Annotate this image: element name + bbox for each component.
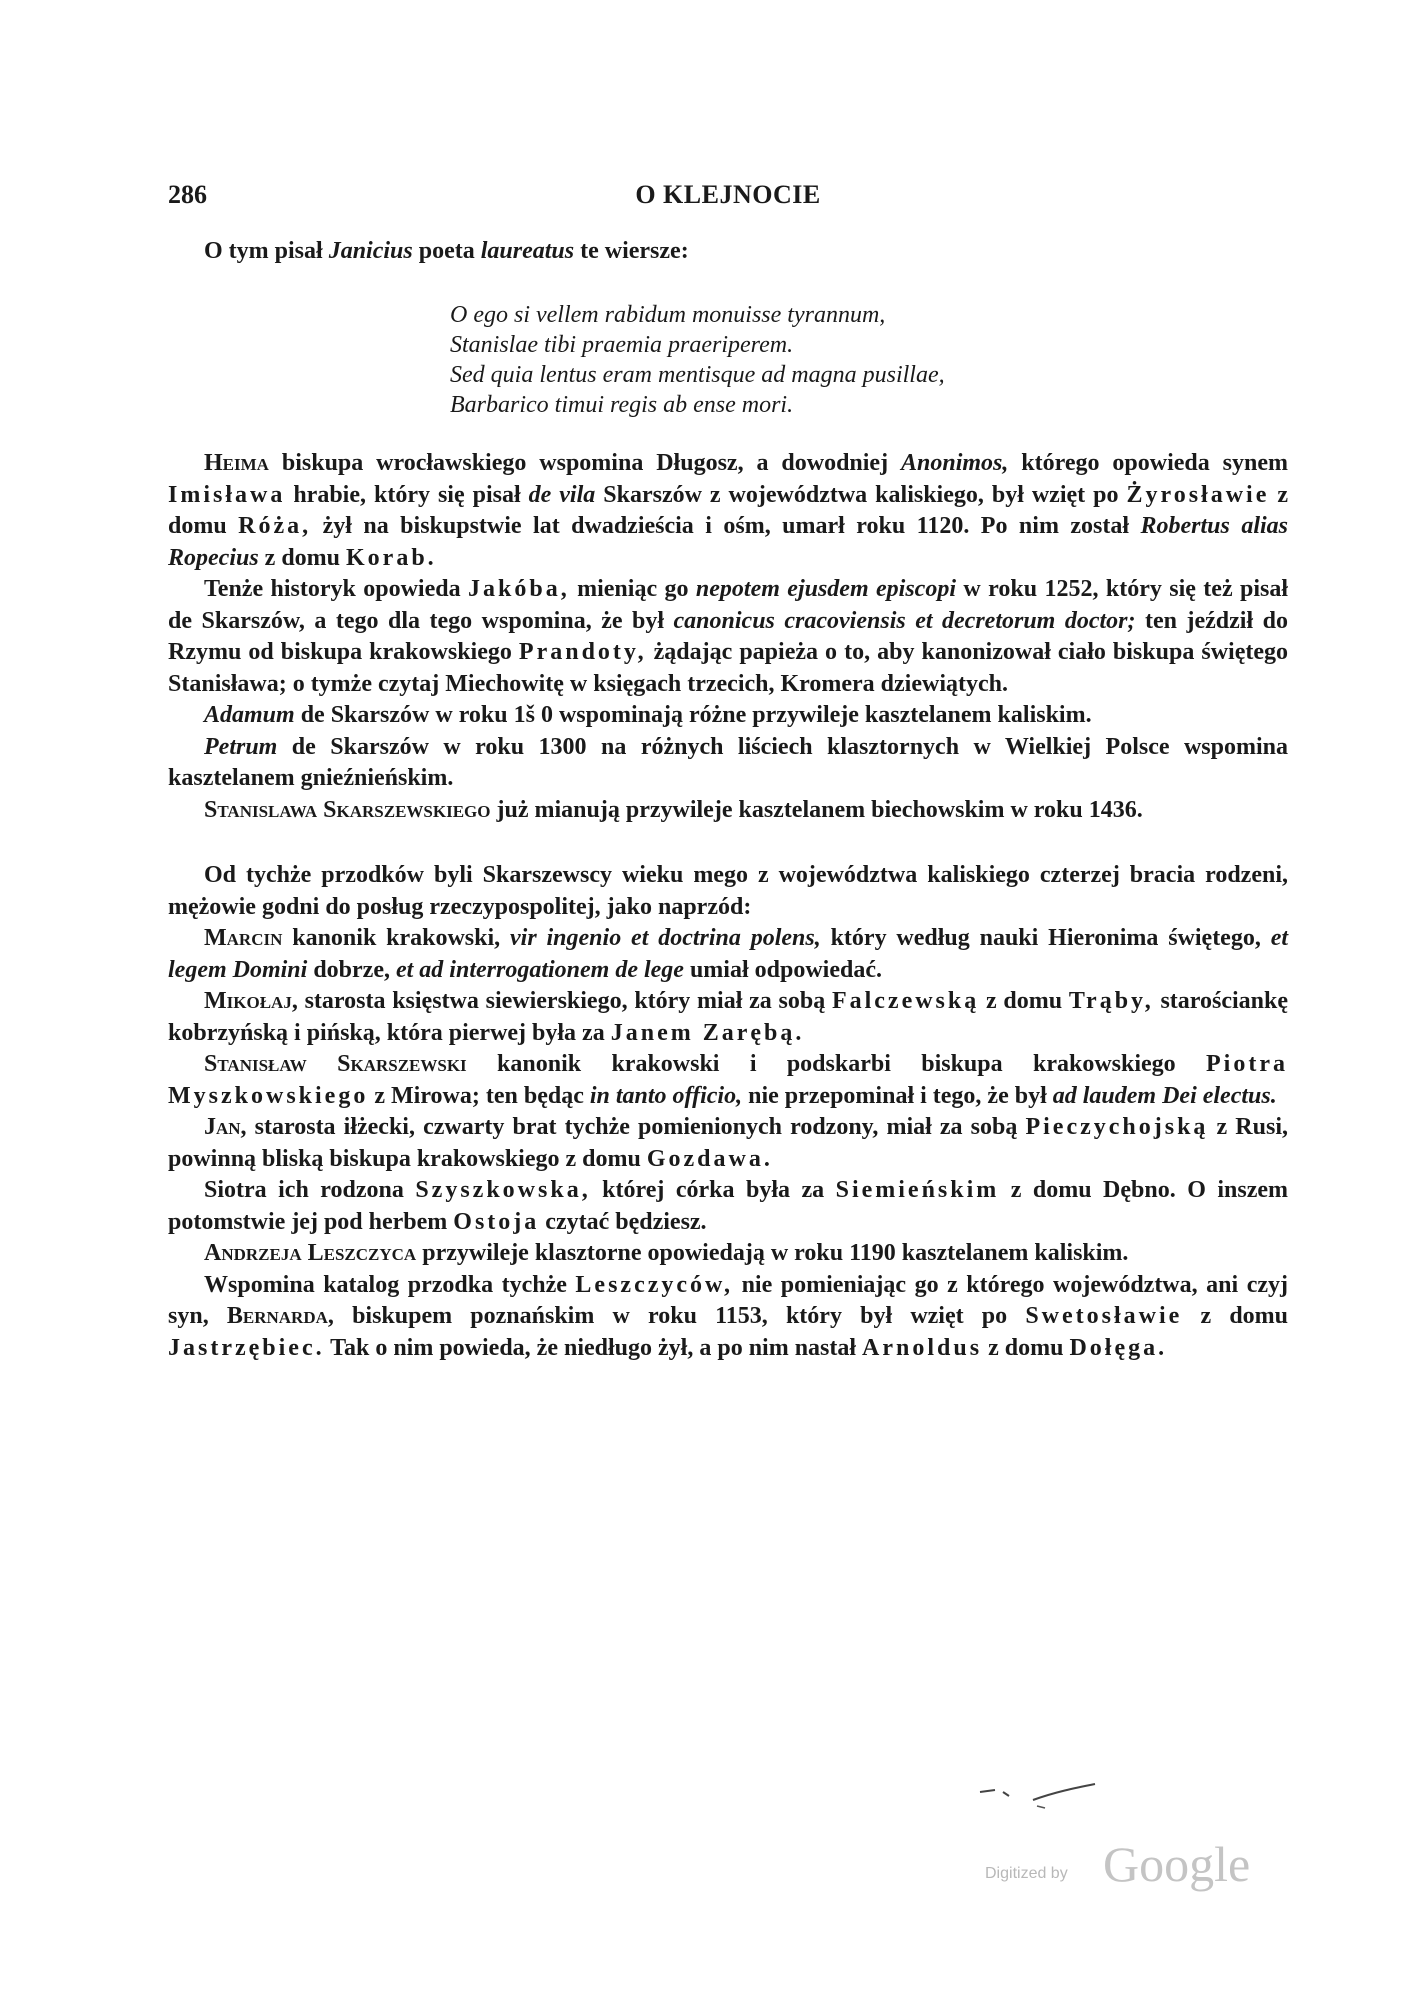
- text: Tak o nim powieda, że niedługo żył, a po nim nastał: [324, 1334, 863, 1361]
- spaced-text: Gozdawa.: [646, 1145, 773, 1172]
- poem-line: Barbarico timui regis ab ense mori.: [450, 392, 794, 418]
- spaced-text: Jastrzębiec.: [168, 1334, 325, 1361]
- text: starościankę kobrzyńską i pińską, która pierwej była za: [168, 988, 1289, 1046]
- paragraph: [168, 732, 1288, 795]
- text: kanonik krakowski i podskarbi biskupa krakowskiego: [466, 1051, 1207, 1077]
- paragraph: [168, 1238, 1288, 1270]
- text: z domu: [979, 988, 1069, 1014]
- text: hrabie, który się pisał: [285, 481, 529, 508]
- spaced-text: Janem Zarębą.: [610, 1019, 805, 1046]
- italic-text: ad laudem Dei electus.: [1052, 1082, 1277, 1109]
- text: te wiersze:: [574, 238, 689, 264]
- text: poeta: [412, 238, 481, 264]
- text: nie przepominał i tego, że był: [742, 1082, 1053, 1109]
- page-number: 286: [168, 180, 207, 209]
- text: de Skarszów w roku 1š 0 wspominają różne przywileje kasztelanem kaliskim.: [294, 702, 1092, 728]
- poem-line: O ego si vellem rabidum monuisse tyrannum,: [450, 302, 886, 328]
- text: ten jeździł do Rzymu od biskupa krakowskiego: [168, 607, 1288, 665]
- smallcaps-text: Mikołaj,: [204, 988, 298, 1014]
- text: O tym pisał: [204, 238, 329, 264]
- smallcaps-text: Marcin: [204, 925, 283, 951]
- text: z domu: [982, 1334, 1070, 1361]
- italic-text: Petrum: [204, 733, 278, 760]
- text: umiał odpowiedać.: [683, 956, 882, 983]
- paragraph: [168, 1112, 1288, 1175]
- text: żądając papieża o to, aby kanonizował ciało biskupa świętego Stanisława; o tymże czytaj Miechowitę w księgach trzecich, Kromera dziewiątych.: [168, 639, 1288, 697]
- smallcaps-text: Stanislawa Skarszewskiego: [204, 796, 491, 823]
- italic-text: Adamum: [204, 702, 295, 728]
- text: czytać będziesz.: [539, 1208, 707, 1235]
- digitized-by-label: Digitized by: [985, 1865, 1068, 1882]
- text: Tenże historyk opowieda: [204, 576, 469, 602]
- italic-text: Anonimos,: [900, 450, 1009, 476]
- spaced-text: Róża,: [238, 513, 312, 539]
- paragraph: [168, 1270, 1288, 1365]
- text: nie pomieniając go z którego województwa, ani czyj syn,: [168, 1271, 1288, 1329]
- paragraph: [168, 1049, 1288, 1112]
- text: już mianują przywileje kasztelanem biechowskim w roku 1436.: [490, 796, 1143, 823]
- paragraph: [168, 923, 1288, 986]
- text: z Rusi, powinną bliską biskupa krakowskiego z domu: [168, 1114, 1288, 1172]
- italic-text: Robertus alias Ropecius: [168, 513, 1289, 571]
- text: Od tychże przodków byli: [204, 862, 483, 888]
- spaced-text: Pieczychojską: [1025, 1114, 1209, 1140]
- paragraph: [168, 986, 1288, 1049]
- text: Skarszów z województwa kaliskiego, był wzięt po: [595, 481, 1127, 508]
- spaced-text: Szyszkowska,: [415, 1177, 591, 1203]
- spaced-text: Korab.: [346, 544, 437, 571]
- text: starosta iłżecki, czwarty brat tychże pomienionych rodzony, miał za sobą: [246, 1114, 1026, 1140]
- smallcaps-text: Jan,: [204, 1114, 247, 1140]
- text: Wspomina katalog przodka tychże: [204, 1271, 576, 1298]
- spaced-text: Ostoja: [453, 1208, 540, 1235]
- spaced-text: Falczewską: [831, 988, 980, 1014]
- text: de Skarszów w roku 1300 na różnych liściech klasztornych w Wielkiej Polsce wspomina kasztelanem gnieźnieńskim.: [168, 733, 1288, 791]
- italic-text: et ad interrogationem de lege: [395, 956, 684, 983]
- paragraph: [168, 700, 1288, 732]
- spaced-text: Swetosławie: [1025, 1303, 1183, 1329]
- spaced-text: Siemieńskim: [835, 1177, 1000, 1203]
- text: z domu Dębno. O inszem potomstwie jej pod herbem: [168, 1177, 1288, 1235]
- spaced-text: Prandoty,: [518, 639, 647, 665]
- text: Siotra ich rodzona: [204, 1177, 416, 1203]
- paragraph: [168, 574, 1288, 700]
- italic-text: laureatus: [480, 238, 575, 264]
- text: w roku 1252, który się też pisał de Skarszów, a tego dla tego wspomina, że był: [168, 576, 1289, 634]
- paragraph: [168, 860, 1288, 923]
- italic-text: vir ingenio et doctrina polens,: [510, 925, 821, 951]
- text: z Mirowa; ten będąc: [368, 1082, 590, 1109]
- text: którego opowieda synem: [1008, 450, 1288, 476]
- smallcaps-text: Bernarda,: [226, 1303, 334, 1329]
- poem: [450, 300, 945, 420]
- text: żył na biskupstwie lat dwadzieścia i ośm, umarł roku 1120. Po nim został: [311, 513, 1141, 539]
- text: z domu: [258, 544, 347, 571]
- italic-text: in tanto officio,: [589, 1082, 743, 1109]
- spaced-text: Arnoldus: [862, 1334, 983, 1361]
- text: której córka była za: [590, 1177, 836, 1203]
- text: mieniąc go: [569, 576, 696, 602]
- text: biskupa wrocławskiego wspomina Długosz, a dowodniej: [268, 450, 901, 476]
- page-title: O KLEJNOCIE: [635, 180, 821, 209]
- spaced-text: Trąby,: [1068, 988, 1154, 1014]
- text: przywileje klasztorne opowiedają w roku 1190 kasztelanem kaliskim.: [416, 1240, 1129, 1266]
- ink-scribble-mark: [975, 1778, 1125, 1818]
- text: starosta księstwa siewierskiego, który miał za sobą: [297, 988, 832, 1014]
- paragraph: [168, 448, 1288, 574]
- google-logo-text: Google: [1103, 1836, 1251, 1892]
- body-text: [168, 448, 1288, 1364]
- spaced-text: Imisława: [168, 481, 286, 508]
- poem-line: Stanislae tibi praemia praeriperem.: [450, 332, 794, 358]
- spaced-text: Piotra Myszkowskiego: [168, 1051, 1288, 1109]
- smallcaps-text: Stanisław Skarszewski: [204, 1051, 467, 1077]
- spaced-text: Leszczyców,: [575, 1271, 734, 1298]
- italic-text: Janicius: [328, 238, 413, 264]
- text: który według nauki Hieronima świętego,: [820, 925, 1271, 951]
- italic-text: et legem Domini: [168, 925, 1289, 983]
- text: biskupem poznańskim w roku 1153, który był wzięt po: [333, 1303, 1026, 1329]
- text: wieku mego z województwa kaliskiego czterzej bracia rodzeni, mężowie godni do posług rzeczypospolitej, jako naprzód:: [168, 862, 1288, 920]
- italic-text: de vila: [528, 481, 596, 508]
- italic-text: nepotem ejusdem episcopi: [695, 576, 957, 602]
- text: kanonik krakowski,: [282, 925, 511, 951]
- bold-text: Skarszewscy: [482, 862, 612, 888]
- spaced-text: Żyrosławie: [1126, 481, 1270, 508]
- poem-line: Sed quia lentus eram mentisque ad magna pusillae,: [450, 362, 945, 388]
- text: z domu: [1182, 1303, 1289, 1329]
- italic-text: canonicus cracoviensis et decretorum doctor;: [673, 607, 1136, 634]
- spaced-text: Dołęga.: [1069, 1334, 1168, 1361]
- page-header: [168, 180, 1288, 216]
- smallcaps-text: Andrzeja Leszczyca: [204, 1240, 417, 1266]
- paragraph: [168, 1175, 1288, 1238]
- text: dobrze,: [307, 956, 396, 983]
- text: z domu: [168, 481, 1289, 539]
- spaced-text: Jakóba,: [468, 576, 570, 602]
- poem-intro: [204, 238, 689, 265]
- smallcaps-text: Heima: [204, 450, 269, 476]
- paragraph: [168, 795, 1288, 827]
